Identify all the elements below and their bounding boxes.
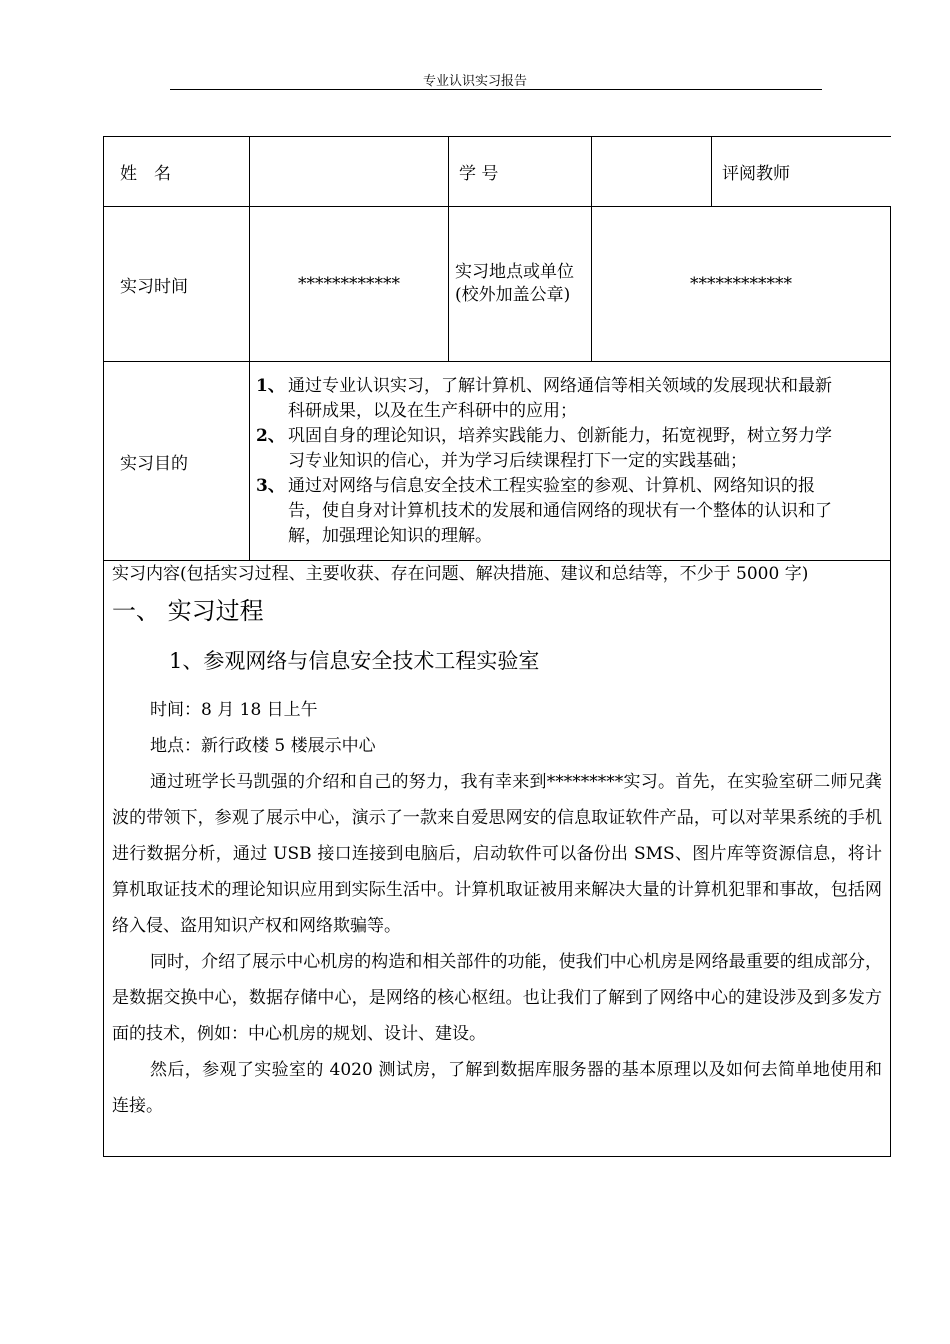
purpose-item-number: 3、 <box>256 475 285 496</box>
purpose-item-number: 2、 <box>256 425 285 446</box>
name-value[interactable] <box>250 137 449 207</box>
student-id-label: 学 号 <box>449 137 592 207</box>
content-cell <box>104 561 891 1157</box>
visit-time: 时间：8 月 18 日上午 <box>150 700 318 720</box>
purpose-label: 实习目的 <box>104 362 250 561</box>
row-content <box>104 561 891 1157</box>
purpose-item <box>256 424 846 474</box>
row-purpose <box>104 362 891 561</box>
place-value: ************ <box>592 207 891 362</box>
place-label: 实习地点或单位(校外加盖公章) <box>449 207 592 362</box>
purpose-item <box>256 374 846 424</box>
report-form-table <box>103 136 891 1157</box>
page-header-title: 专业认识实习报告 <box>422 74 527 89</box>
row-basic-info <box>104 137 891 207</box>
purpose-list <box>250 362 891 561</box>
time-value: ************ <box>250 207 449 362</box>
purpose-item-text: 通过对网络与信息安全技术工程实验室的参观、计算机、网络知识的报告，使自身对计算机技术的发展和通信网络的现状有一个整体的认识和了解，加强理论知识的理解。 <box>288 475 832 546</box>
body-paragraph: 通过班学长马凯强的介绍和自己的努力，我有幸来到*********实习。首先，在实验室研二师兄龚波的带领下，参观了展示中心，演示了一款来自爱思网安的信息取证软件产品，可以对苹果系统的手机进行数据分析，通过 USB 接口连接到电脑后，启动软件可以备份出 SMS、图片库等资源信息，将计算机取证技术的理论知识应用到实际生活中。计算机取证被用来解决大量的计算机犯罪和事故，包括网络入侵、盗用知识产权和网络欺骗等。 <box>112 772 882 936</box>
section-title: 一、 实习过程 <box>112 597 264 625</box>
body-paragraph: 然后，参观了实验室的 4020 测试房，了解到数据库服务器的基本原理以及如何去简单地使用和连接。 <box>112 1060 882 1116</box>
purpose-item <box>256 474 846 549</box>
time-label: 实习时间 <box>104 207 250 362</box>
student-id-value[interactable] <box>592 137 712 207</box>
content-heading: 实习内容(包括实习过程、主要收获、存在问题、解决措施、建议和总结等，不少于 5000 字) <box>112 564 809 584</box>
reviewer-label: 评阅教师 <box>712 137 891 207</box>
purpose-item-text: 巩固自身的理论知识，培养实践能力、创新能力，拓宽视野，树立努力学习专业知识的信心，并为学习后续课程打下一定的实践基础； <box>288 425 832 471</box>
body-paragraph: 同时，介绍了展示中心机房的构造和相关部件的功能，使我们中心机房是网络最重要的组成部分，是数据交换中心，数据存储中心，是网络的核心枢纽。也让我们了解到了网络中心的建设涉及到多发方面的技术，例如：中心机房的规划、设计、建设。 <box>112 952 882 1044</box>
row-time-place <box>104 207 891 362</box>
visit-location: 地点：新行政楼 5 楼展示中心 <box>150 736 376 756</box>
purpose-item-text: 通过专业认识实习，了解计算机、网络通信等相关领域的发展现状和最新科研成果，以及在生产科研中的应用； <box>288 375 832 421</box>
name-label: 姓 名 <box>104 137 250 207</box>
purpose-item-number: 1、 <box>256 375 285 396</box>
header-rule <box>170 89 822 90</box>
subsection-title: 1、参观网络与信息安全技术工程实验室 <box>169 649 540 673</box>
